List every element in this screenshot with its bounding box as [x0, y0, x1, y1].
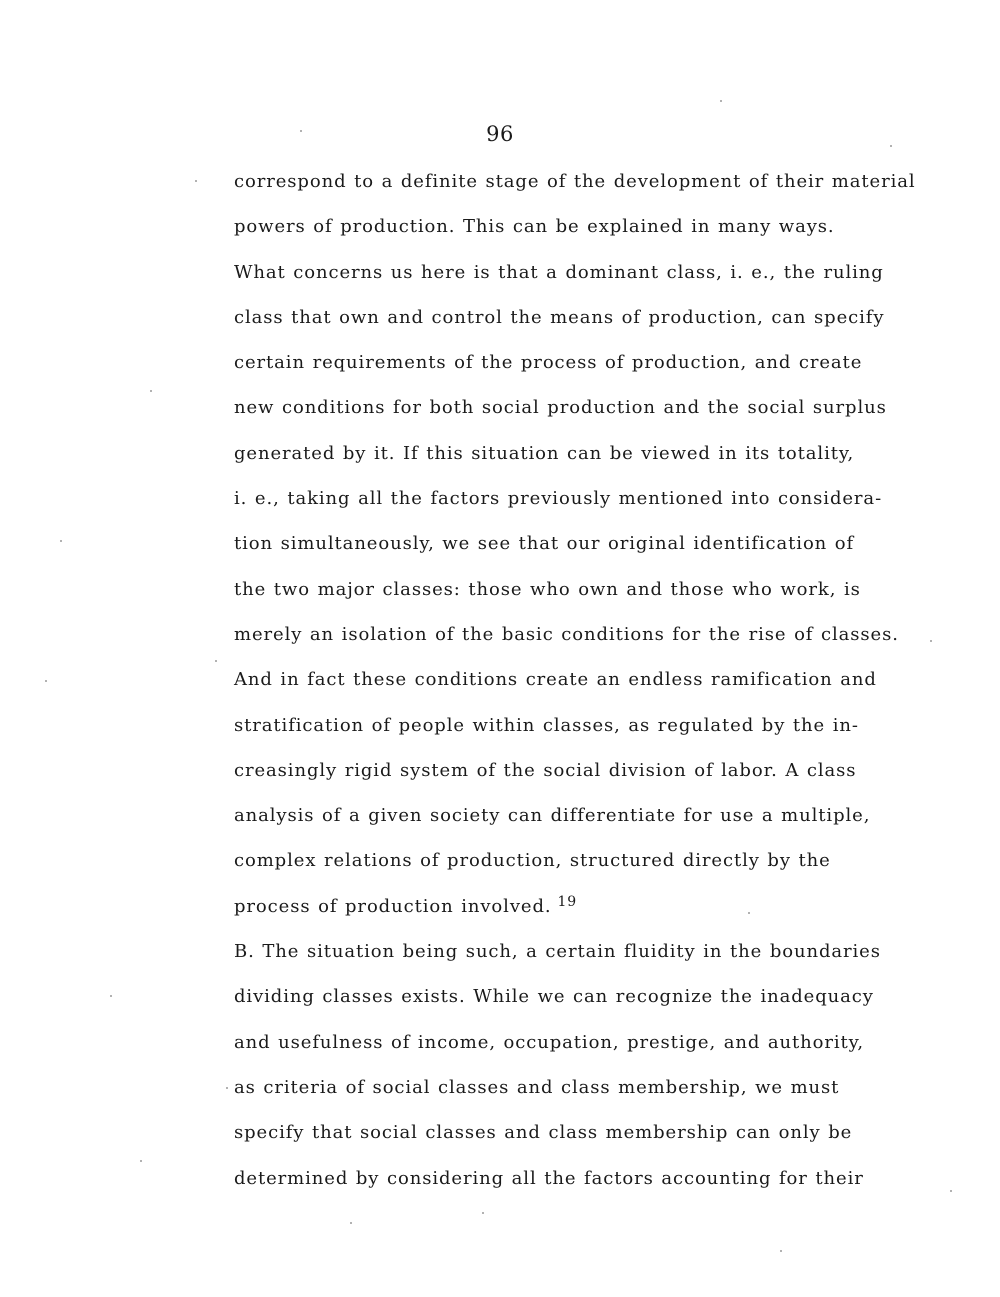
scan-speck	[226, 1087, 228, 1089]
scan-speck	[150, 390, 152, 392]
text-line	[234, 528, 934, 573]
text-line-content: stratification of people within classes, as regulated by the in-	[234, 714, 859, 736]
text-line	[234, 574, 934, 619]
text-line	[234, 347, 934, 392]
text-line-content: tion simultaneously, we see that our original identification of	[234, 533, 855, 555]
scan-speck	[950, 1190, 952, 1192]
text-line-content: determined by considering all the factors accounting for their	[234, 1167, 864, 1189]
text-line-content: And in fact these conditions create an endless ramification and	[234, 669, 877, 691]
text-line-content: process of production involved.	[234, 895, 552, 917]
text-line	[234, 845, 934, 890]
text-line	[234, 257, 934, 302]
text-line	[234, 1027, 934, 1072]
text-line-content: generated by it. If this situation can be viewed in its totality,	[234, 442, 855, 464]
text-line	[234, 800, 934, 845]
scan-speck	[110, 995, 112, 997]
text-line	[234, 438, 934, 483]
text-line-content: merely an isolation of the basic conditions for the rise of classes.	[234, 623, 899, 645]
text-line	[234, 166, 934, 211]
scan-speck	[748, 912, 750, 914]
text-line-content: B. The situation being such, a certain fluidity in the boundaries	[234, 941, 881, 963]
scan-speck	[215, 660, 217, 662]
text-line	[234, 302, 934, 347]
scan-speck	[300, 130, 302, 132]
scan-speck	[350, 1222, 352, 1224]
text-line-content: i. e., taking all the factors previously mentioned into considera-	[234, 488, 883, 510]
text-line	[234, 1117, 934, 1162]
text-line-content: and usefulness of income, occupation, prestige, and authority,	[234, 1031, 864, 1053]
scan-speck	[45, 680, 47, 682]
text-line	[234, 710, 934, 755]
text-line	[234, 1163, 934, 1208]
text-line-content: creasingly rigid system of the social division of labor. A class	[234, 759, 857, 781]
text-line	[234, 891, 934, 936]
text-line	[234, 664, 934, 709]
text-line	[234, 392, 934, 437]
body-text	[234, 166, 934, 1208]
text-line-content: class that own and control the means of production, can specify	[234, 306, 885, 328]
text-line-content: new conditions for both social production and the social surplus	[234, 397, 887, 419]
text-line	[234, 755, 934, 800]
text-line-content: powers of production. This can be explained in many ways.	[234, 216, 835, 238]
text-line	[234, 211, 934, 256]
scan-speck	[930, 640, 932, 642]
text-line	[234, 1072, 934, 1117]
scan-speck	[890, 145, 892, 147]
text-line-content: complex relations of production, structured directly by the	[234, 850, 831, 872]
footnote-marker: 19	[557, 893, 578, 910]
scan-speck	[780, 1250, 782, 1252]
scan-speck	[195, 180, 197, 182]
text-line	[234, 981, 934, 1026]
text-line	[234, 619, 934, 664]
scan-speck	[60, 540, 62, 542]
text-line-content: specify that social classes and class membership can only be	[234, 1122, 853, 1144]
text-line-content: the two major classes: those who own and those who work, is	[234, 578, 861, 600]
text-line	[234, 936, 934, 981]
text-line-content: analysis of a given society can differentiate for use a multiple,	[234, 805, 871, 827]
text-line-content: certain requirements of the process of production, and create	[234, 352, 863, 374]
page-number: 96	[486, 122, 514, 146]
text-line-content: as criteria of social classes and class membership, we must	[234, 1076, 840, 1098]
text-line-content: What concerns us here is that a dominant class, i. e., the ruling	[234, 261, 884, 283]
text-line-content: dividing classes exists. While we can recognize the inadequacy	[234, 986, 874, 1008]
scan-speck	[482, 1212, 484, 1214]
scan-speck	[720, 100, 722, 102]
text-line-content: correspond to a definite stage of the development of their material	[234, 171, 916, 192]
scan-speck	[140, 1160, 142, 1162]
text-line	[234, 483, 934, 528]
